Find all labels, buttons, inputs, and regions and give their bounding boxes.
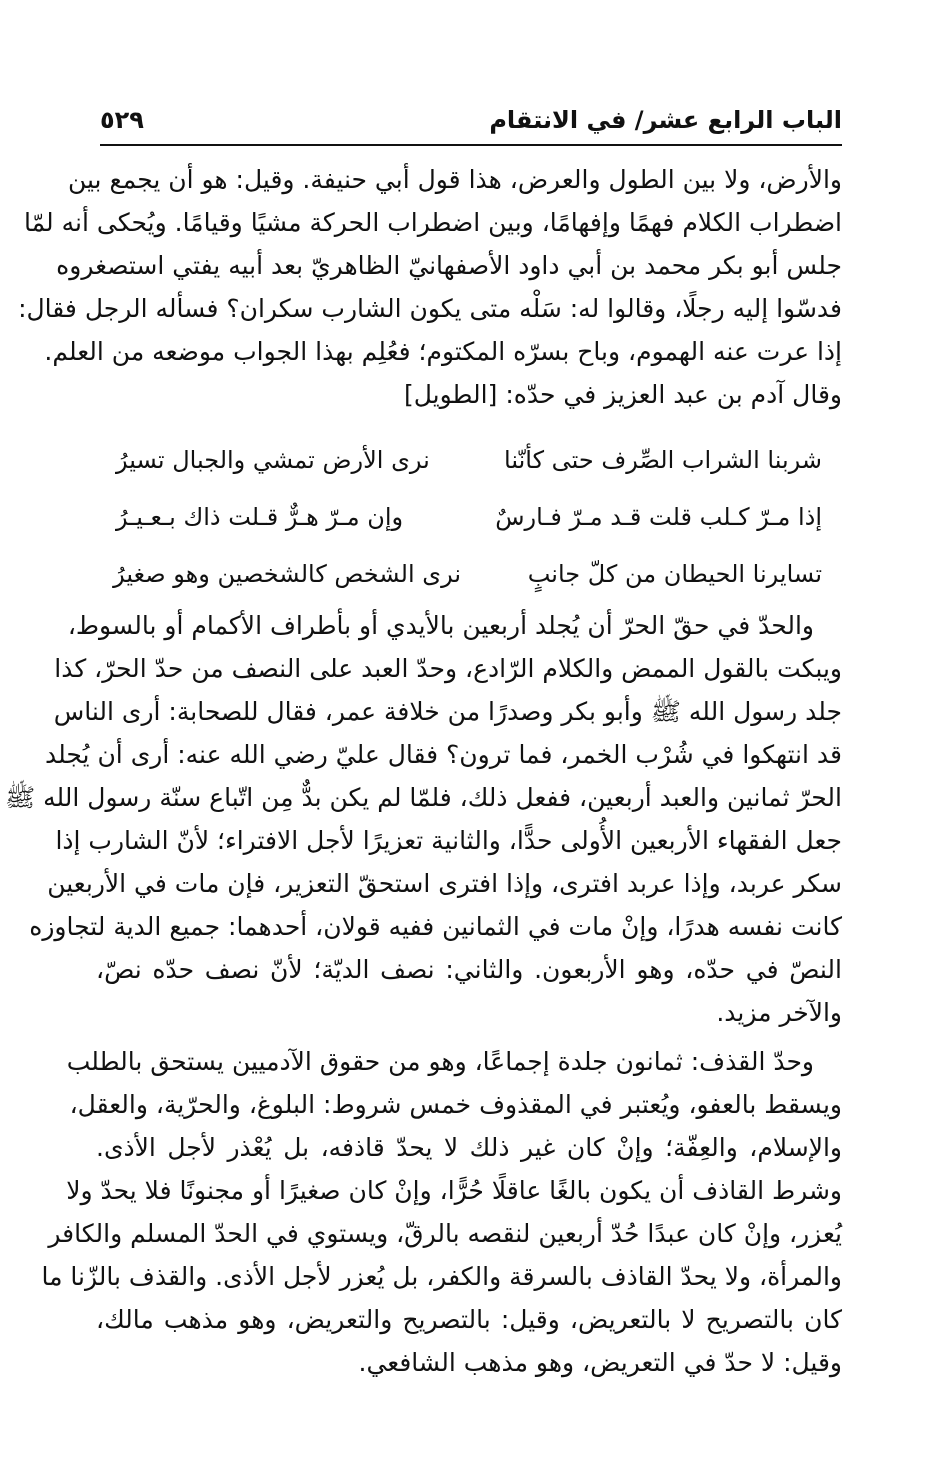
verse-first-hemistich: شربنا الشراب الصِّرف حتى كأنّنا: [504, 446, 822, 474]
running-header: [100, 100, 842, 146]
text-line: يُعزر، وإنْ كان عبدًا حُدّ أربعين لنقصه بالرقّ، ويستوي في الحدّ المسلم والكافر: [48, 1219, 842, 1248]
poem-block: [96, 432, 842, 603]
text-line: والآخر مزيد.: [716, 998, 842, 1027]
text-line: ويبكت بالقول الممض والكلام الرّادع، وحدّ العبد على النصف من حدّ الحرّ، كذا: [54, 654, 842, 683]
text-line: وقيل: لا حدّ في التعريض، وهو مذهب الشافعي.: [358, 1348, 842, 1377]
paragraph-drinking-penalty: [4, 604, 842, 1034]
text-line: والمرأة، ولا يحدّ القاذف بالسرقة والكفر، بل يُعزر لأجل الأذى. والقذف بالزّنا ما: [41, 1262, 842, 1291]
text-line: كانت نفسه هدرًا، وإنْ مات في الثمانين ففيه قولان، أحدهما: جميع الدية لتجاوزه: [29, 912, 842, 941]
text-line: والإسلام، والعِفّة؛ وإنْ كان غير ذلك لا يحدّ قاذفه، بل يُعْذر لأجل الأذى.: [96, 1133, 842, 1162]
text-line: جعل الفقهاء الأربعين الأُولى حدًّا، والثانية تعزيرًا لأجل الافتراء؛ لأنّ الشارب إذا: [55, 826, 842, 855]
text-line: وشرط القاذف أن يكون بالغًا عاقلًا حُرًّا، وإنْ كان صغيرًا أو مجنونًا فلا يحدّ ولا: [66, 1176, 842, 1205]
text-line: والحدّ في حقّ الحرّ أن يُجلد أربعين بالأيدي أو بأطراف الأكمام أو بالسوط،: [67, 611, 814, 640]
text-line: جلس أبو بكر محمد بن أبي داود الأصفهانيّ الظاهريّ بعد أبيه يفتي استصغروه: [56, 251, 842, 280]
paragraph-qadhf-penalty: [41, 1040, 842, 1384]
text-line: الحرّ ثمانين والعبد أربعين، ففعل ذلك، فلمّا لم يكن بدٌّ مِن اتّباع سنّة رسول الله ﷺ: [4, 783, 842, 812]
poem-verse: [96, 432, 842, 489]
text-line: النصّ في حدّه، وهو الأربعون. والثاني: نصف الديّة؛ لأنّ نصف حدّه نصّ،: [96, 955, 842, 984]
poem-verse: [96, 489, 842, 546]
verse-second-hemistich: نرى الشخص كالشخصين وهو صغيرُ: [113, 560, 461, 588]
text-line: وحدّ القذف: ثمانون جلدة إجماعًا، وهو من حقوق الآدميين يستحق بالطلب: [66, 1047, 814, 1076]
text-line: جلد رسول الله ﷺ وأبو بكر وصدرًا من خلافة عمر، فقال للصحابة: أرى الناس: [53, 697, 842, 726]
text-line: فدسّوا إليه رجلًا، وقالوا له: سَلْه متى يكون الشارب سكران؟ فسأله الرجل فقال:: [18, 294, 842, 323]
text-line: اضطراب الكلام فهمًا وإفهامًا، وبين اضطراب الحركة مشيًا وقيامًا. ويُحكى أنه لمّا: [23, 208, 842, 237]
poem-verse: [96, 546, 842, 603]
text-line: ويسقط بالعفو، ويُعتبر في المقذوف خمس شروط: البلوغ، والحرّية، والعقل،: [69, 1090, 842, 1119]
verse-first-hemistich: إذا مـرّ كـلب قلت قـد مـرّ فـارسٌ: [495, 503, 822, 531]
text-line: سكر عربد، وإذا عربد افترى، وإذا افترى استحقّ التعزير، فإن مات في الأربعين: [47, 869, 842, 898]
text-line: إذا عرت عنه الهموم، وباح بسرّه المكتوم؛ فعُلِم بهذا الجواب موضعه من العلم.: [44, 337, 842, 366]
verse-second-hemistich: وإن مـرّ هـرٌّ قـلت ذاك بـعـيـرُ: [116, 503, 404, 531]
page-number: ٥٢٩: [100, 106, 144, 134]
chapter-title: الباب الرابع عشر/ في الانتقام: [489, 106, 842, 134]
text-line: كان بالتصريح لا بالتعريض، وقيل: بالتصريح والتعريض، وهو مذهب مالك،: [96, 1305, 842, 1334]
verse-second-hemistich: نرى الأرض تمشي والجبال تسيرُ: [116, 446, 430, 474]
text-line: والأرض، ولا بين الطول والعرض، هذا قول أبي حنيفة. وقيل: هو أن يجمع بين: [67, 165, 842, 194]
text-line: قد انتهكوا في شُرْب الخمر، فما ترون؟ فقال عليّ رضي الله عنه: أرى أن يُجلد: [45, 740, 842, 769]
text-line: وقال آدم بن عبد العزيز في حدّه: [الطويل]: [403, 380, 842, 409]
paragraph-intro: [18, 158, 842, 416]
verse-first-hemistich: تسايرنا الحيطان من كلّ جانبٍ: [527, 560, 822, 588]
